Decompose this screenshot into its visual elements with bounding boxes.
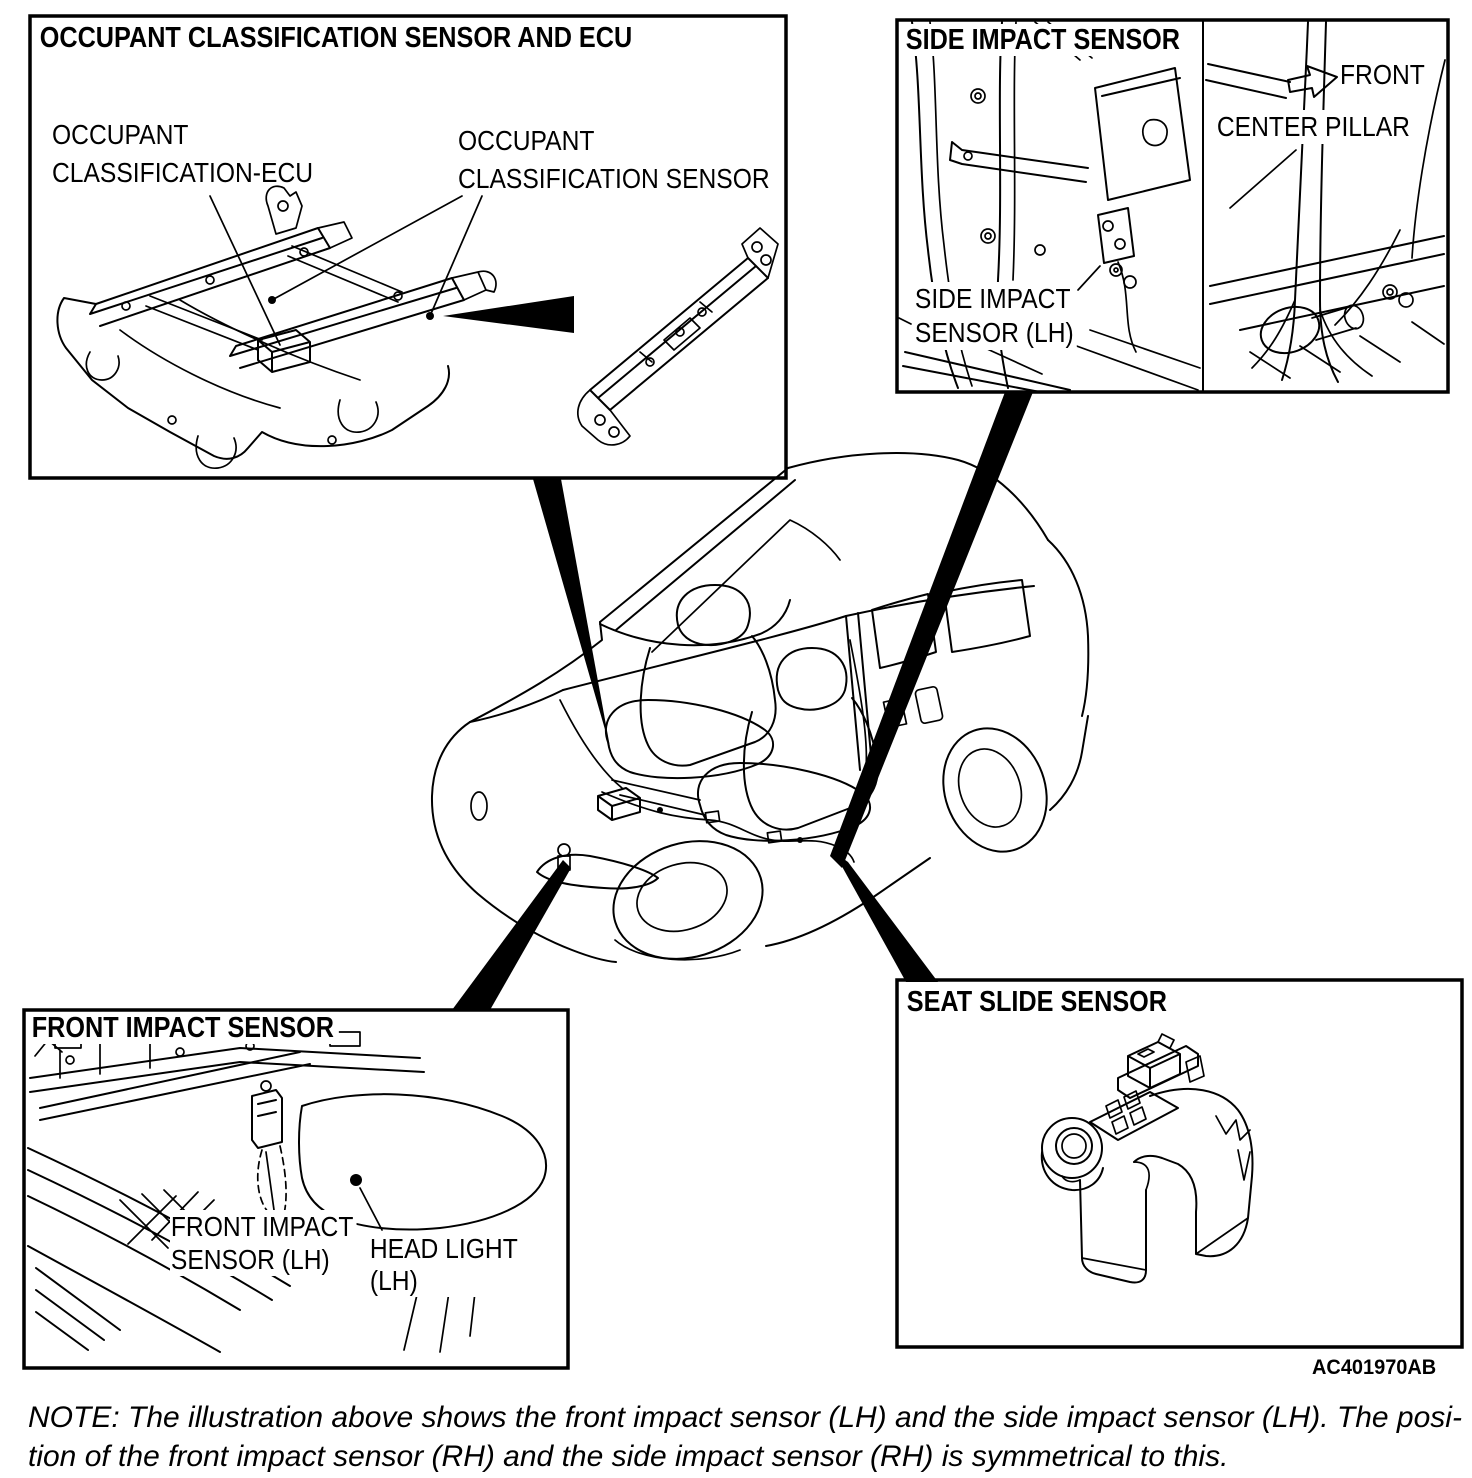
occupant-ecu-label [52, 116, 313, 192]
occupant-sensor-label-line2: CLASSIFICATION SENSOR [458, 163, 770, 194]
figure-note-line2: tion of the front impact sensor (RH) and the side impact sensor (RH) is symmetrical to this. [28, 1440, 1229, 1473]
head-light-label-line2: (LH) [369, 1265, 418, 1296]
leader-front-impact-sensor [266, 1152, 274, 1210]
side-impact-sensor-label-line1: SIDE IMPACT [914, 283, 1071, 314]
figure-note [28, 1398, 1462, 1476]
head-light-label-line1: HEAD LIGHT [369, 1233, 518, 1264]
front-impact-sensor-label-line2: SENSOR (LH) [170, 1244, 330, 1275]
callout-wedge-front-impact [452, 860, 571, 1010]
occupant-sensor-label [458, 122, 770, 198]
front-direction-label: FRONT [1340, 59, 1425, 90]
occupant-panel-drawing [57, 186, 778, 468]
front-impact-sensor-label [170, 1210, 357, 1276]
front-impact-panel-drawing [28, 1022, 546, 1352]
figure-code: AC401970AB [1312, 1356, 1437, 1379]
side-impact-sensor-label-line2: SENSOR (LH) [914, 317, 1074, 348]
seat-slide-panel-drawing [1042, 1034, 1253, 1283]
occupant-ecu-label-line1: OCCUPANT [52, 119, 189, 150]
leader-center-pillar [1230, 150, 1296, 208]
seat-slide-panel-frame [897, 980, 1462, 1347]
figure-note-line1: NOTE: The illustration above shows the front impact sensor (LH) and the side impact sensor (LH). The posi- [28, 1401, 1462, 1434]
occupant-panel-title: OCCUPANT CLASSIFICATION SENSOR AND ECU [38, 22, 637, 54]
occupant-sensor-label-line1: OCCUPANT [458, 125, 595, 156]
occupant-ecu-label-line2: CLASSIFICATION-ECU [52, 157, 314, 188]
front-impact-panel-title: FRONT IMPACT SENSOR [30, 1012, 339, 1044]
front-impact-sensor-label-line1: FRONT IMPACT [170, 1211, 354, 1242]
occupant-panel-frame [30, 16, 786, 478]
callout-wedge-occupant [533, 479, 610, 747]
front-direction-arrow [1288, 66, 1337, 97]
callout-wedge-seat-slide [834, 852, 938, 982]
detail-arrow [443, 296, 574, 333]
center-pillar-label: CENTER PILLAR [1216, 110, 1413, 144]
side-impact-sensor-label [914, 282, 1077, 350]
side-impact-panel-title: SIDE IMPACT SENSOR [904, 24, 1185, 56]
head-light-label [369, 1233, 521, 1297]
car-illustration [432, 453, 1088, 977]
headlight-marker-dot [350, 1174, 362, 1186]
leader-head-light [360, 1188, 382, 1230]
seat-slide-panel-title: SEAT SLIDE SENSOR [905, 986, 1172, 1018]
front-impact-panel-frame [24, 1010, 568, 1368]
